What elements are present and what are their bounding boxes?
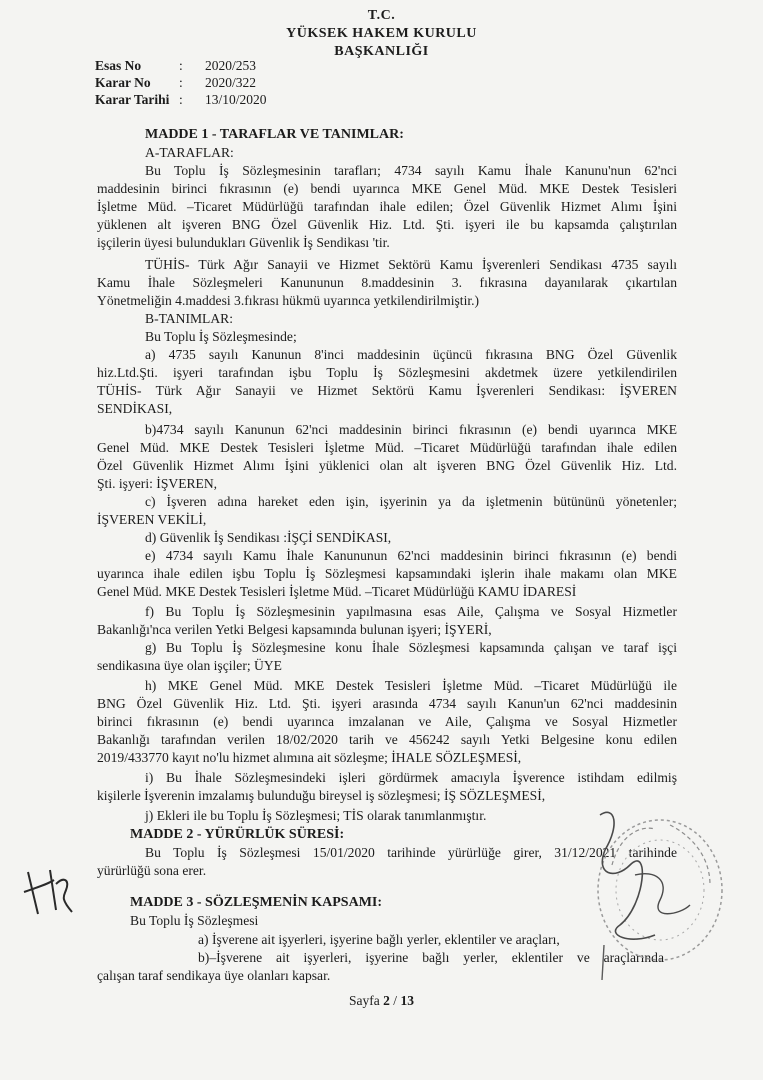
madde3-line: b)–İşverene ait işyerleri, işyerine bağlı yerler, eklentiler ve araçlarında (198, 950, 664, 965)
official-stamp (560, 795, 740, 1005)
b-line: sendikasına üye olan işçiler; ÜYE (97, 658, 282, 673)
madde3-line: çalışan taraf sendikaya üye olanları kapsar. (97, 968, 331, 983)
b-line: g) Bu Toplu İş Sözleşmesine konu İhale Sözleşmesi kapsamında çalışan ve taraf işçi (145, 640, 677, 655)
a-line: işçilerin üyesi bulundukları Güvenlik İş Sendikası 'tir. (97, 235, 390, 250)
a-line: TÜHİS- Türk Ağır Sanayii ve Hizmet Sektörü Kamu İşverenleri Sendikası 4735 sayılı (145, 257, 677, 272)
handwritten-initials (20, 862, 80, 922)
b-line: d) Güvenlik İş Sendikası :İŞÇİ SENDİKASI, (145, 530, 392, 545)
page-number: Sayfa 2 / 13 (349, 993, 414, 1008)
b-line: b)4734 sayılı Kanunun 62'nci maddesinin birinci fıkrasının (e) bendi uyarınca MKE (145, 422, 677, 437)
b-line: Genel Müd. MKE Destek Tesisleri İşletme Müd. –Ticaret Müdürlüğü tarafından ihale edilen (97, 440, 677, 455)
b-line: j) Ekleri ile bu Toplu İş Sözleşmesi; TİS olarak tanımlanmıştır. (145, 808, 487, 823)
header-line-2: YÜKSEK HAKEM KURULU (286, 26, 477, 41)
a-line: yüklenen alt işveren BNG Özel Güvenlik Hiz. Ltd. Şti. işyeri ile bu kapsamda çalıştırılan (97, 217, 677, 232)
b-line: e) 4734 sayılı Kamu İhale Kanununun 62'nci maddesinin birinci fıkrasının (e) bendi (145, 548, 677, 563)
header-line-3: BAŞKANLIĞI (334, 44, 429, 59)
a-line: İşletme Müd. –Ticaret Müdürlüğü tarafından ihale edilen; Özel Güvenlik Hizmet Alımı İşini (97, 199, 677, 214)
a-line: Kamu İhale Sözleşmeleri Kanununun 8.maddesinin 3. fıkrasına dayanılarak çıkartılan (97, 275, 677, 290)
b-line: Bakanlığı'nca verilen Yetki Belgesi kapsamında bulunan işyeri; İŞYERİ, (97, 622, 492, 637)
b-line: i) Bu İhale Sözleşmesindeki işleri gördürmek amacıyla İşverence istihdam edilmiş (145, 770, 677, 785)
b-line: h) MKE Genel Müd. MKE Destek Tesisleri İşletme Müd. –Ticaret Müdürlüğü ile (145, 678, 677, 693)
b-line: kişilerle İşverenin imzalamış bulunduğu bireysel iş sözleşmesi; İŞ SÖZLEŞMESİ, (97, 788, 546, 803)
madde3-title: MADDE 3 - SÖZLEŞMENİN KAPSAMI: (130, 895, 383, 910)
b-line: Özel Güvenlik Hizmet Alımı İşini yüklenici olan alt işveren BNG Özel Güvenlik Hiz. Ltd. (97, 458, 677, 473)
meta-karar-no: Karar No : 2020/322 (95, 75, 257, 90)
madde3-line: a) İşverene ait işyerleri, işyerine bağlı yerler, eklentiler ve araçları, (198, 932, 560, 947)
madde1-title: MADDE 1 - TARAFLAR VE TANIMLAR: (145, 127, 404, 142)
b-line: Genel Müd. MKE Destek Tesisleri İşletme Müd. –Ticaret Müdürlüğü KAMU İDARESİ (97, 584, 577, 599)
b-line: uyarınca ihale edilen işbu Toplu İş Sözleşmesi kapsamındaki işlerin ihale makamı olan MKE (97, 566, 677, 581)
b-line: İŞVEREN VEKİLİ, (97, 512, 207, 527)
b-line: Bakanlığı tarafından verilen 18/02/2020 tarih ve 456242 sayılı Yetki Belgesine konu edilen (97, 732, 677, 747)
b-line: birinci fıkrasının (e) bendi uyarınca imzalanan ve Aile, Çalışma ve Sosyal Hizmetler (97, 714, 677, 729)
b-line: BNG Özel Güvenlik Hiz. Ltd. Şti. işyeri arasında 4734 sayılı Kanun'un 62'nci maddesinin (97, 696, 677, 711)
madde2-line: yürürlüğü sona erer. (97, 863, 207, 878)
meta-karar-tarihi: Karar Tarihi : 13/10/2020 (95, 92, 267, 107)
b-line: f) Bu Toplu İş Sözleşmesinin yapılmasına esas Aile, Çalışma ve Sosyal Hizmetler (145, 604, 677, 619)
madde2-line: Bu Toplu İş Sözleşmesi 15/01/2020 tarihinde yürürlüğe girer, 31/12/2021 tarihinde (145, 845, 677, 860)
madde3-line: Bu Toplu İş Sözleşmesi (130, 913, 259, 928)
b-line: hiz.Ltd.Şti. işyeri tarafından işbu Toplu İş Sözleşmesini akdetmek üzere yetkilendirilen (97, 365, 677, 380)
b-line: 2019/433770 kayıt no'lu hizmet alımına ait sözleşme; İHALE SÖZLEŞMESİ, (97, 750, 522, 765)
madde1-sub-b: B-TANIMLAR: (145, 311, 234, 326)
b-line: Şti. işyeri: İŞVEREN, (97, 476, 218, 491)
b-line: TÜHİS- Türk Ağır Sanayii ve Hizmet Sektörü Kamu İşverenleri Sendikası: İŞVEREN (97, 383, 677, 398)
meta-esas-no: Esas No : 2020/253 (95, 58, 257, 73)
madde2-title: MADDE 2 - YÜRÜRLÜK SÜRESİ: (130, 827, 345, 842)
b-line: a) 4735 sayılı Kanunun 8'inci maddesinin üçüncü fıkrasına BNG Özel Güvenlik (145, 347, 677, 362)
b-line: Bu Toplu İş Sözleşmesinde; (145, 329, 297, 344)
a-line: Yönetmeliğin 4.maddesi 3.fıkrası hükmü uyarınca yetkilendirilmiştir.) (97, 293, 480, 308)
a-line: Bu Toplu İş Sözleşmesinin tarafları; 4734 sayılı Kamu İhale Kanunu'nun 62'nci (145, 163, 677, 178)
b-line: c) İşveren adına hareket eden işin, işyerinin ya da işletmenin bütününü yönetenler; (145, 494, 677, 509)
a-line: maddesinin birinci fıkrasının (e) bendi uyarınca MKE Genel Müd. MKE Destek Tesisleri (97, 181, 677, 196)
madde1-sub-a: A-TARAFLAR: (145, 145, 234, 160)
header-line-1: T.C. (367, 8, 396, 23)
b-line: SENDİKASI, (97, 401, 173, 416)
